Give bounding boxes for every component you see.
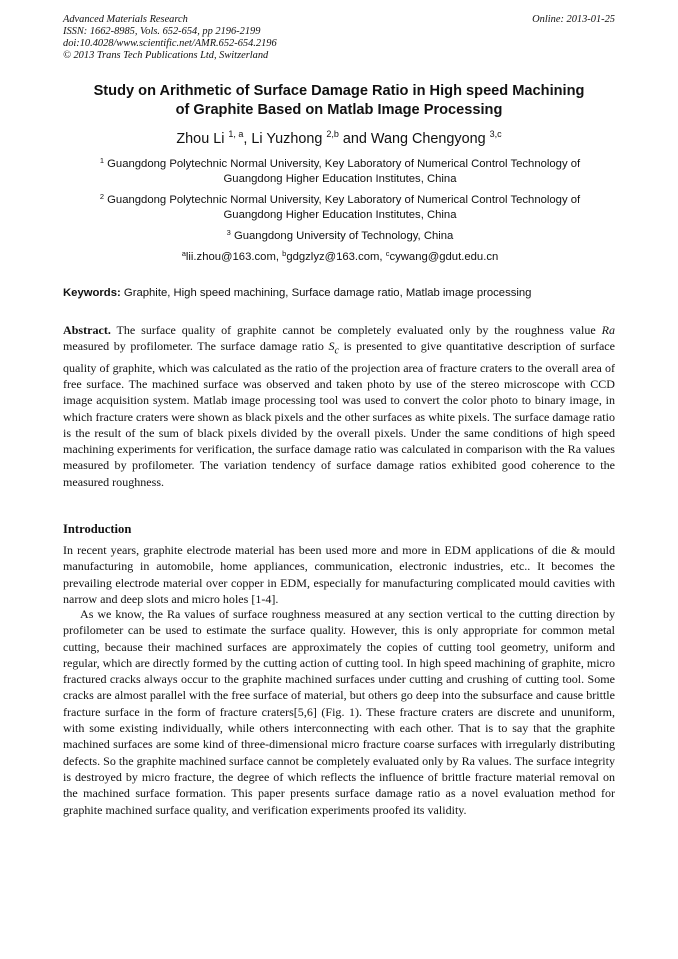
email-address[interactable]: cywang@gdut.edu.cn <box>389 251 499 263</box>
abstract-text: The surface quality of graphite cannot be completely evaluated only by the roughness value <box>116 323 596 337</box>
ra-symbol: Ra <box>601 323 616 337</box>
affiliation-text: Guangdong Polytechnic Normal University, Key Laboratory of Numerical Control Technology of <box>107 158 581 170</box>
doi-line: doi:10.4028/www.scientific.net/AMR.652-654.2196 <box>63 38 277 49</box>
email-mark: a <box>181 249 186 258</box>
email-address[interactable]: gdgzlyz@163.com, <box>286 251 383 263</box>
author-separator: , <box>243 131 252 147</box>
journal-name: Advanced Materials Research <box>63 14 188 25</box>
issn-line: ISSN: 1662-8985, Vols. 652-654, pp 2196-2199 <box>63 26 261 37</box>
paper-title <box>40 82 638 120</box>
online-date: Online: 2013-01-25 <box>532 14 615 25</box>
author-affil-mark: 2,b <box>326 129 339 139</box>
author-affil-mark: 1, a <box>228 129 244 139</box>
keywords-line <box>63 286 623 301</box>
email-address[interactable]: lii.zhou@163.com, <box>185 251 279 263</box>
affiliation-number: 2 <box>99 192 104 201</box>
title-line-2: of Graphite Based on Matlab Image Processing <box>175 102 503 118</box>
author-affil-mark: 3,c <box>489 129 502 139</box>
journal-header <box>63 14 615 62</box>
abstract-text: is presented to give quantitative description of surface quality of graphite, which was calculated as the ratio of the projection area of fracture craters to the overall area of free surface. The machined surface was observed and taken photo by use of the stereo microscope with CCD image acquisition system. Matlab image processing tool was used to convert the color photo to binary image, in which fracture craters were shown as black pixels and the other surfaces as white pixels. The surface damage ratio is the result of the sum of black pixels divided by the overall pixels. Under the same conditions of high speed machining experiments for verification, the surface damage ratio was calculated in comparison with the Ra values measured by profilometer. The variation tendency of surface damage ratios exhibited good coherence to the measured roughness. <box>63 339 615 489</box>
author-name: Li Yuzhong <box>251 131 323 147</box>
affiliation-text: Guangdong University of Technology, China <box>233 230 454 242</box>
title-line-1: Study on Arithmetic of Surface Damage Ratio in High speed Machining <box>93 83 585 99</box>
copyright-line: © 2013 Trans Tech Publications Ltd, Switzerland <box>63 50 269 61</box>
keywords-label: Keywords: <box>63 287 121 299</box>
keywords-text: Graphite, High speed machining, Surface damage ratio, Matlab image processing <box>123 287 532 299</box>
affiliation-text: Guangdong Polytechnic Normal University, Key Laboratory of Numerical Control Technology of <box>107 194 581 206</box>
author-separator: and <box>338 131 371 147</box>
affiliation-1 <box>60 157 620 187</box>
sc-letter: S <box>328 339 335 354</box>
introduction-heading: Introduction <box>63 522 132 536</box>
affiliation-3 <box>60 229 620 244</box>
abstract-paragraph <box>63 322 615 490</box>
author-name: Wang Chengyong <box>370 131 486 147</box>
sc-subscript: c <box>334 345 339 357</box>
author-name: Zhou Li <box>176 131 225 147</box>
introduction-paragraph-1: In recent years, graphite electrode material has been used more and more in EDM applications of die & mould manufacturing in automobile, home appliances, communication, electronic industries, etc.. It becomes the prevailing electrode material over copper in EDM, especially for manufacturing complicated mould cavities with narrow and deep slots and micro holes [1-4]. <box>63 543 615 606</box>
email-mark: c <box>385 249 390 258</box>
abstract-label: Abstract. <box>63 323 111 337</box>
affiliation-text: Guangdong Higher Education Institutes, China <box>223 173 457 185</box>
affiliation-text: Guangdong Higher Education Institutes, China <box>223 209 457 221</box>
introduction-paragraph-2: As we know, the Ra values of surface roughness measured at any section vertical to the cutting direction by profilometer can be used to estimate the surface quality. However, this is only appropriate for common metal cutting, because their machined surfaces are approximately the copies of cutting tool geometry, uniform and regular, which are directly formed by the cutting action of cutting tool. In high speed machining of graphite, micro fractured cracks always occur to the graphite machined surfaces under cutting and crushing of cutting tool. Some cracks are almost parallel with the free surface of material, but others go deep into the subsurface and cause brittle fracture surface in the form of fracture craters[5,6] (Fig. 1). These fracture craters are discrete and ununiform, with some existing individually, while others interconnecting with each other. That is to say that the graphite machined surfaces are some kind of three-dimensional micro fracture coarse surfaces with irregularly distributing defects. So the graphite machined surface cannot be completely evaluated only by Ra values. The surface integrity is destroyed by micro fracture, the degree of which reflects the influence of brittle fracture material removal on the machined surface formation. This paper presents surface damage ratio as a novel evaluation method for graphite machined surface quality, and verification experiments proofed its validity. <box>63 607 615 817</box>
abstract-text: measured by profilometer. The surface damage ratio <box>63 339 324 354</box>
email-mark: b <box>282 249 287 258</box>
affiliation-number: 3 <box>226 228 231 237</box>
sc-symbol <box>328 339 339 357</box>
author-list <box>40 129 638 149</box>
affiliation-number: 1 <box>99 156 104 165</box>
author-emails <box>60 250 620 265</box>
affiliation-2 <box>60 193 620 223</box>
